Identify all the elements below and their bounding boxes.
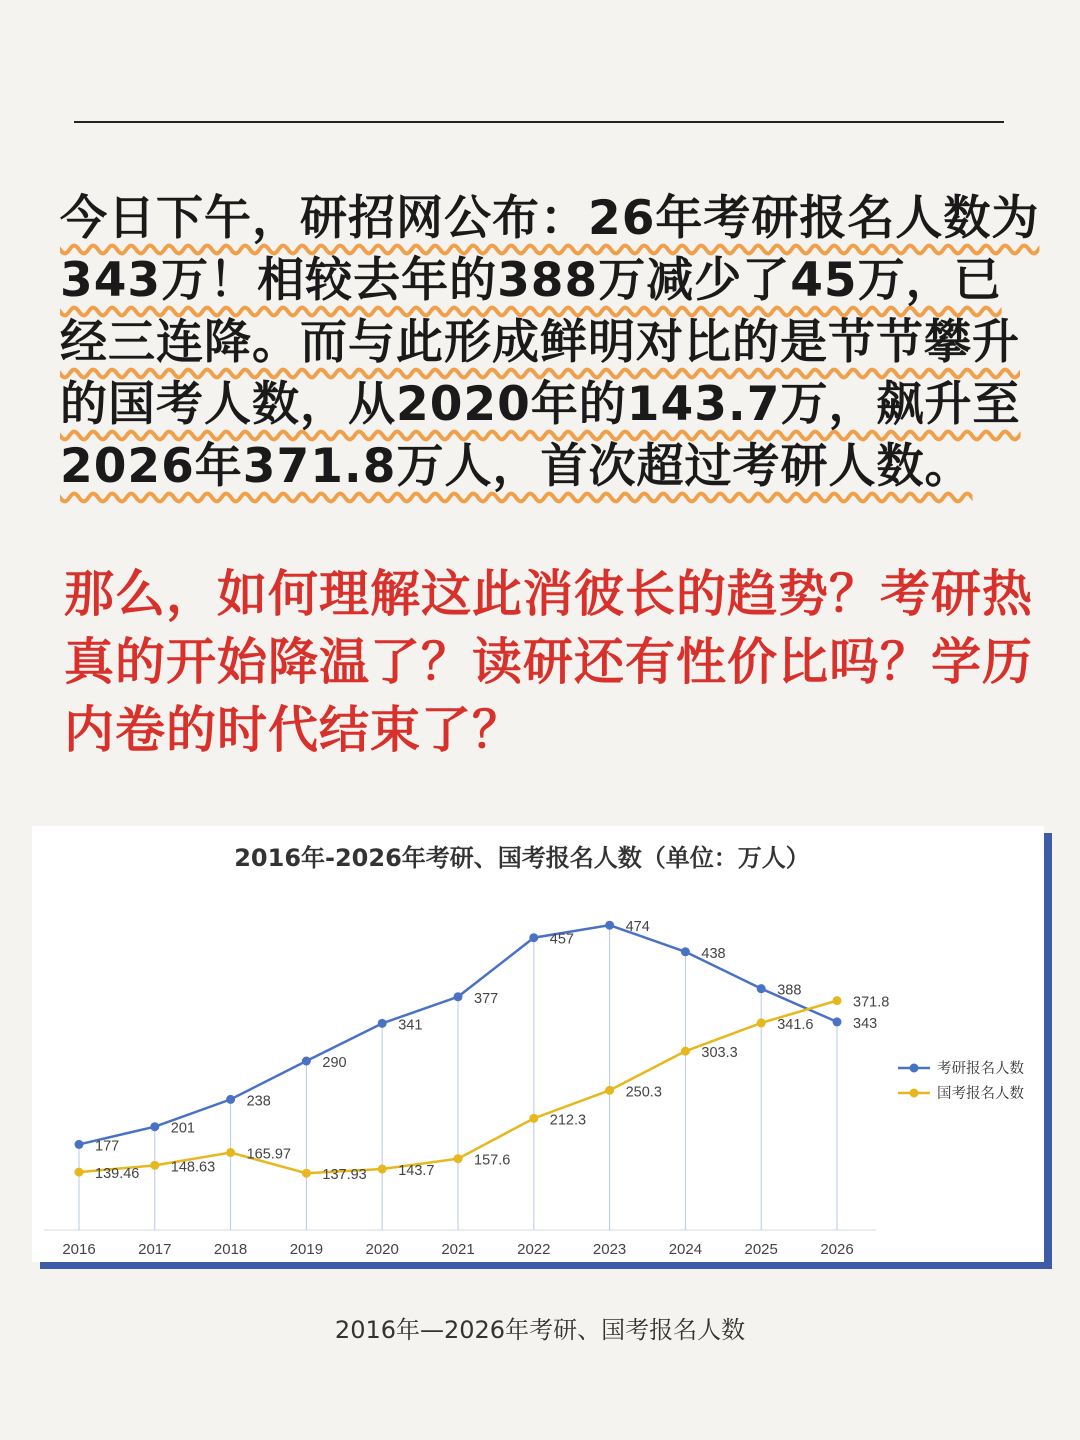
x-tick-label: 2016 — [62, 1241, 96, 1258]
chart-title: 2016年-2026年考研、国考报名人数（单位：万人） — [234, 844, 810, 872]
x-tick-label: 2024 — [668, 1241, 703, 1258]
data-point — [75, 1168, 84, 1177]
data-label: 137.93 — [322, 1167, 367, 1184]
data-label: 177 — [95, 1138, 120, 1155]
data-label: 165.97 — [246, 1146, 291, 1163]
data-point — [454, 1154, 463, 1163]
data-label: 157.6 — [474, 1152, 511, 1169]
data-point — [226, 1095, 235, 1104]
data-label: 388 — [777, 982, 802, 999]
data-label: 457 — [549, 931, 575, 948]
data-point — [529, 1114, 538, 1123]
data-point — [681, 947, 690, 956]
data-label: 438 — [701, 945, 726, 962]
data-label: 343 — [853, 1015, 878, 1032]
data-label: 341 — [398, 1017, 423, 1034]
data-point — [605, 921, 614, 930]
data-point — [454, 992, 463, 1001]
data-label: 139.46 — [95, 1166, 140, 1183]
figure-caption: 2016年—2026年考研、国考报名人数 — [334, 1316, 746, 1344]
top-divider — [74, 121, 1004, 123]
x-tick-label: 2025 — [744, 1241, 778, 1258]
data-point — [757, 984, 766, 993]
data-point — [378, 1019, 387, 1028]
x-tick-label: 2021 — [441, 1241, 475, 1258]
data-label: 371.8 — [853, 994, 890, 1011]
data-point — [757, 1018, 766, 1027]
legend-label: 考研报名人数 — [937, 1061, 1024, 1077]
data-point — [833, 996, 842, 1005]
data-point — [150, 1161, 159, 1170]
data-point — [75, 1140, 84, 1149]
data-point — [681, 1047, 690, 1056]
data-point — [226, 1148, 235, 1157]
data-label: 341.6 — [777, 1016, 814, 1033]
data-point — [302, 1057, 311, 1066]
data-label: 201 — [170, 1120, 196, 1137]
data-label: 474 — [625, 919, 650, 936]
data-point — [833, 1017, 842, 1026]
question-paragraph: 那么，如何理解这此消彼长的趋势？考研热真的开始降温了？读研还有性价比吗？学历内卷的时代结束了？ — [64, 565, 1033, 759]
legend-swatch-point — [910, 1064, 919, 1073]
line-chart — [32, 826, 1044, 1262]
data-point — [605, 1086, 614, 1095]
x-tick-label: 2023 — [592, 1241, 627, 1258]
data-point — [378, 1164, 387, 1173]
data-label: 148.63 — [170, 1159, 216, 1176]
x-tick-label: 2020 — [365, 1241, 399, 1258]
data-label: 250.3 — [625, 1084, 662, 1101]
legend-label: 国考报名人数 — [937, 1086, 1024, 1102]
data-label: 303.3 — [701, 1045, 738, 1062]
data-label: 143.7 — [398, 1162, 435, 1179]
intro-text: 今日下午，研招网公布：26年考研报名人数为343万！相较去年的388万减少了45万，已经三连降。而与此形成鲜明对比的是节节攀升的国考人数，从2020年的143.7万，飙升至2026年371.8万人，首次超过考研人数。 — [60, 191, 1040, 494]
x-tick-label: 2018 — [213, 1241, 248, 1258]
data-point — [529, 933, 538, 942]
x-tick-label: 2022 — [517, 1241, 551, 1258]
data-label: 377 — [474, 990, 499, 1007]
chart-card — [32, 826, 1044, 1262]
intro-paragraph — [60, 188, 1040, 498]
x-tick-label: 2019 — [289, 1241, 324, 1258]
data-label: 212.3 — [549, 1112, 587, 1129]
data-point — [150, 1122, 159, 1131]
data-label: 238 — [246, 1093, 271, 1110]
x-tick-label: 2017 — [138, 1241, 172, 1258]
x-tick-label: 2026 — [820, 1241, 854, 1258]
data-point — [302, 1169, 311, 1178]
legend-swatch-point — [910, 1089, 919, 1098]
data-label: 290 — [322, 1055, 347, 1071]
